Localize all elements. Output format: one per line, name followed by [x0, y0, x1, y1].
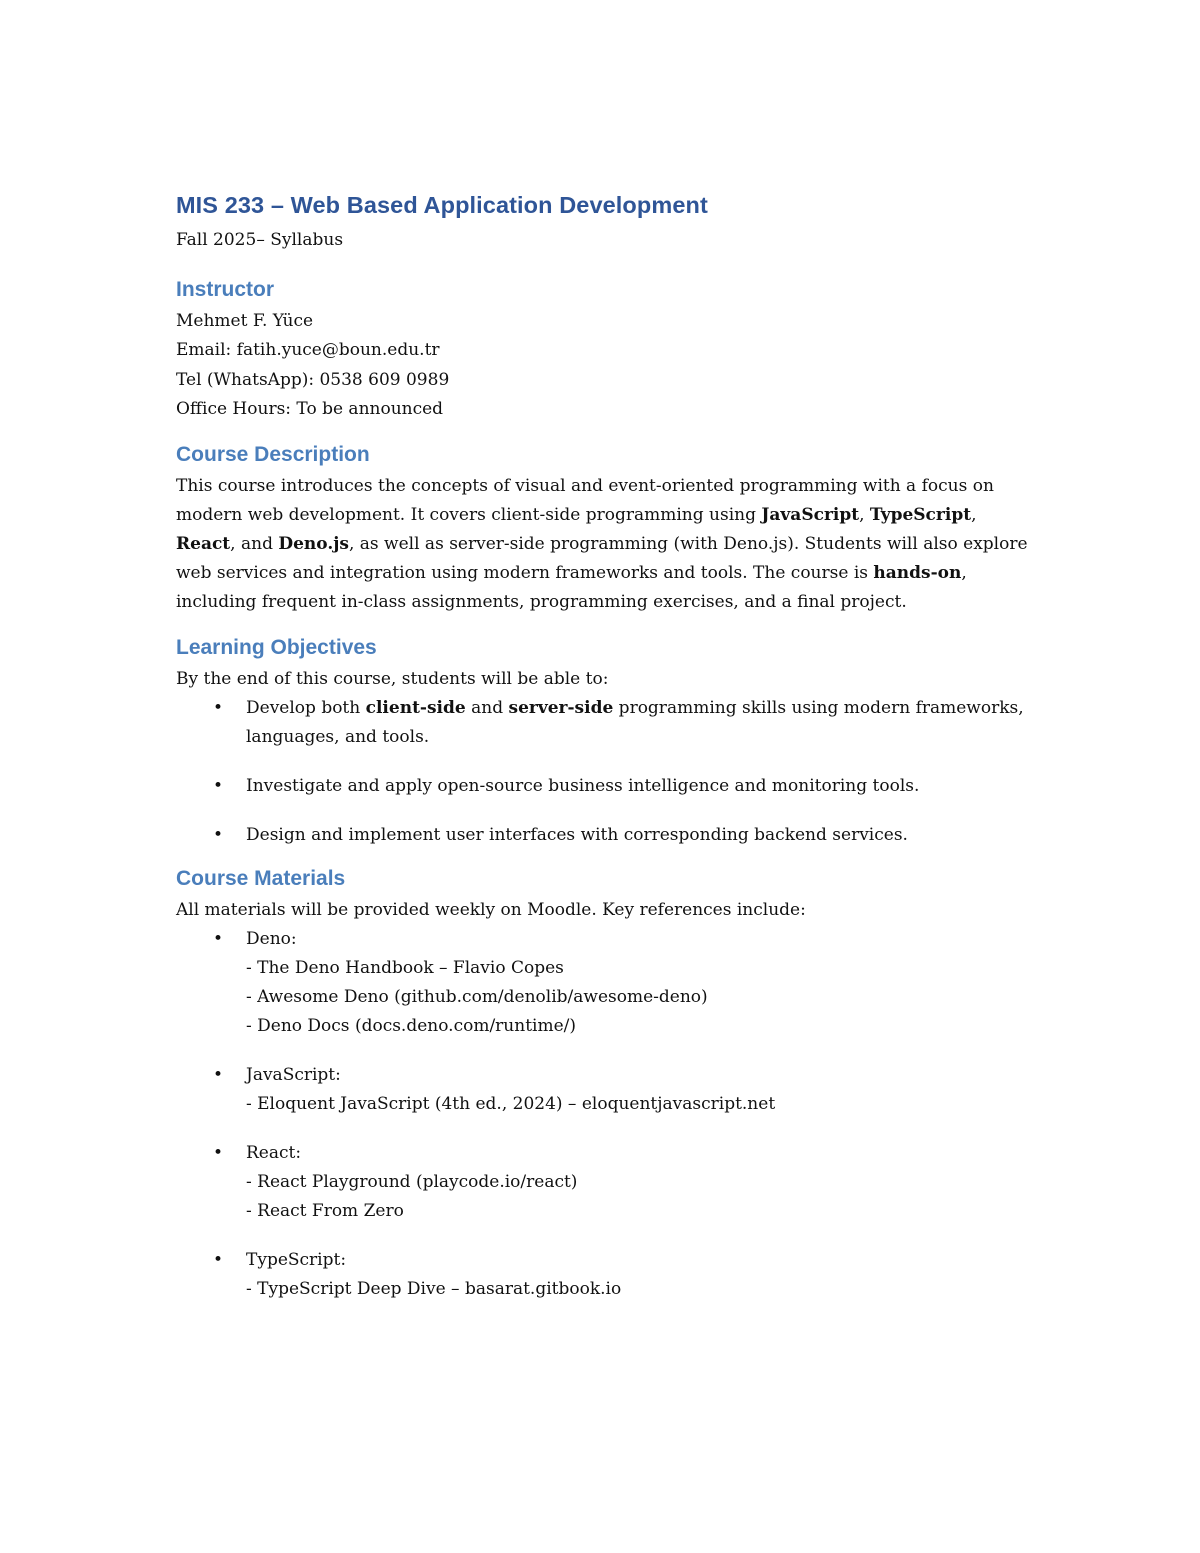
list-item — [176, 925, 1036, 1041]
desc-bold-javascript: JavaScript — [761, 505, 860, 526]
instructor-name: Mehmet F. Yüce — [176, 311, 314, 331]
instructor-tel: Tel (WhatsApp): 0538 609 0989 — [176, 369, 450, 390]
course-description-heading: Course Description — [176, 443, 370, 467]
desc-text-part: , and — [230, 534, 279, 555]
learning-objectives-intro: By the end of this course, students will be able to: — [176, 669, 609, 690]
desc-text-part: This course introduces the concepts of visual and event-oriented programming with a focus on modern web development. It covers client-side programming using — [176, 476, 994, 526]
desc-bold-react: React — [176, 534, 231, 555]
material-ref: - Eloquent JavaScript (4th ed., 2024) – eloquentjavascript.net — [246, 1094, 776, 1115]
course-materials-heading: Course Materials — [176, 867, 346, 891]
document-subtitle: Fall 2025– Syllabus — [176, 230, 344, 250]
course-description-section — [176, 441, 1036, 617]
learning-objectives-list — [176, 694, 1036, 850]
bullet-icon: • — [213, 698, 224, 719]
bullet-icon: • — [213, 776, 224, 797]
desc-bold-hands-on: hands-on — [873, 563, 962, 584]
material-label-javascript: JavaScript: — [246, 1065, 341, 1086]
objective-text: Investigate and apply open-source business intelligence and monitoring tools. — [246, 776, 920, 797]
list-item — [176, 1061, 1036, 1119]
instructor-email: Email: fatih.yuce@boun.edu.tr — [176, 340, 440, 361]
instructor-section — [176, 276, 1036, 424]
material-ref: - TypeScript Deep Dive – basarat.gitbook.io — [246, 1279, 622, 1300]
document-page — [176, 190, 1036, 1304]
learning-objectives-section — [176, 634, 1036, 850]
material-ref: - The Deno Handbook – Flavio Copes — [246, 958, 564, 979]
course-materials-intro: All materials will be provided weekly on Moodle. Key references include: — [176, 900, 806, 921]
bullet-icon: • — [213, 825, 224, 846]
objective-text-part: Develop both — [246, 698, 366, 719]
objective-bold-client-side: client-side — [365, 698, 466, 719]
list-item — [176, 1139, 1036, 1226]
material-ref: - React From Zero — [246, 1201, 404, 1222]
bullet-icon: • — [213, 1250, 224, 1271]
material-label-typescript: TypeScript: — [246, 1250, 347, 1271]
course-materials-section — [176, 865, 1036, 1304]
objective-text-part: and — [465, 698, 509, 719]
desc-text-part: , as well as server-side programming (with Deno.js). Students will also explore web services and integration using modern frameworks and tools. The course is — [176, 534, 1028, 584]
document-title: MIS 233 – Web Based Application Development — [176, 192, 708, 218]
objective-text-part: programming skills using modern frameworks, languages, and tools. — [246, 698, 1024, 748]
bullet-icon: • — [213, 1065, 224, 1086]
objective-text: Design and implement user interfaces with corresponding backend services. — [246, 825, 908, 846]
instructor-office-hours: Office Hours: To be announced — [176, 398, 444, 419]
material-ref: - Deno Docs (docs.deno.com/runtime/) — [246, 1016, 577, 1037]
list-item — [176, 821, 1036, 850]
course-materials-list — [176, 925, 1036, 1304]
desc-text-part: , — [859, 505, 870, 526]
course-description-text — [176, 472, 1036, 617]
desc-text-part: , — [971, 505, 977, 526]
material-label-react: React: — [246, 1143, 302, 1164]
list-item — [176, 772, 1036, 801]
list-item — [176, 1246, 1036, 1304]
material-ref: - React Playground (playcode.io/react) — [246, 1172, 578, 1193]
desc-bold-deno: Deno.js — [278, 534, 349, 555]
bullet-icon: • — [213, 929, 224, 950]
list-item — [176, 694, 1036, 752]
objective-bold-server-side: server-side — [508, 698, 614, 719]
instructor-heading: Instructor — [176, 278, 275, 301]
desc-text-part: , including frequent in-class assignments, programming exercises, and a final project. — [176, 563, 967, 613]
learning-objectives-heading: Learning Objectives — [176, 636, 377, 660]
material-label-deno: Deno: — [246, 929, 297, 950]
material-ref: - Awesome Deno (github.com/denolib/awesome-deno) — [246, 987, 708, 1008]
bullet-icon: • — [213, 1143, 224, 1164]
desc-bold-typescript: TypeScript — [869, 505, 972, 526]
